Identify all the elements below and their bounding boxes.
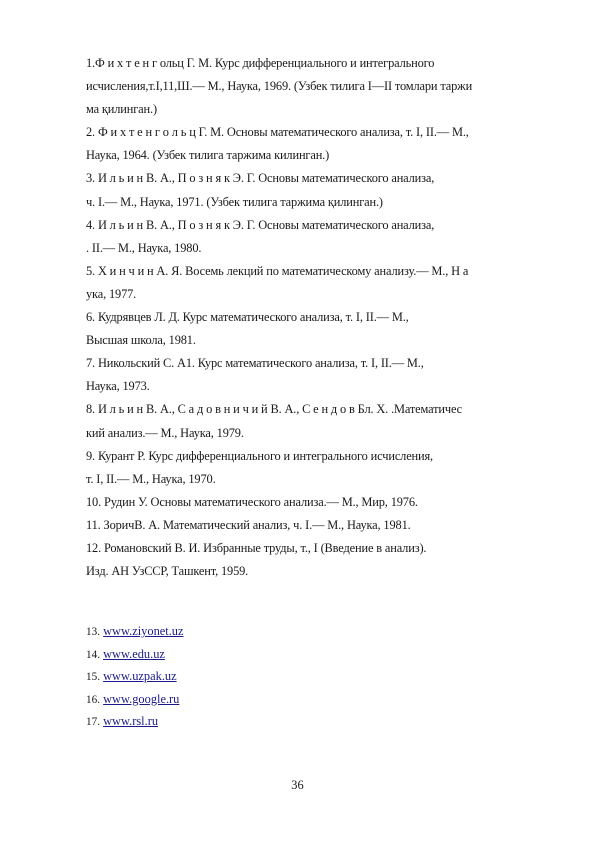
reference-line: 6. Кудрявцев Л. Д. Курс математического анализа, т. I, II.— М., xyxy=(86,310,409,325)
resource-link[interactable]: www.uzpak.uz xyxy=(103,669,177,683)
web-resource-item xyxy=(86,620,386,643)
reference-line: ч. I.— М., Наука, 1971. (Узбек тилига таржима қилинган.) xyxy=(86,194,383,209)
reference-line: исчисления,т.I,11,Ш.— М., Наука, 1969. (Узбек тилига I—II томлари таржи xyxy=(86,79,473,94)
reference-line: Наука, 1973. xyxy=(86,379,150,394)
reference-line: ма қилинган.) xyxy=(86,102,157,117)
resource-link[interactable]: www.ziyonet.uz xyxy=(103,624,184,638)
resource-number: 13. xyxy=(86,626,100,638)
reference-line: 5. Х и н ч и н А. Я. Восемь лекций по математическому анализу.— М., Н а xyxy=(86,263,469,278)
reference-line: 2. Ф и х т е н г о л ь ц Г. М. Основы математического анализа, т. I, II.— М., xyxy=(86,125,469,140)
reference-line: 4. И л ь и н В. А., П о з н я к Э. Г. Основы математического анализа, xyxy=(86,217,435,232)
resource-number: 16. xyxy=(86,693,100,706)
reference-line: . II.— М., Наука, 1980. xyxy=(86,240,202,255)
reference-line: 12. Романовский В. И. Избранные труды, т., I (Введение в анализ). xyxy=(86,540,427,555)
reference-line: Высшая школа, 1981. xyxy=(86,333,196,348)
web-resource-item xyxy=(86,643,386,666)
resource-link[interactable]: www.edu.uz xyxy=(103,646,165,661)
web-resource-item xyxy=(86,665,386,688)
reference-list xyxy=(86,52,556,583)
web-resources-list xyxy=(86,620,386,733)
page-number: 36 xyxy=(291,778,304,792)
resource-link[interactable]: www.google.ru xyxy=(103,691,180,706)
resource-link[interactable]: www.rsl.ru xyxy=(103,714,159,728)
reference-line: 3. И л ь и н В. А., П о з н я к Э. Г. Основы математического анализа, xyxy=(86,171,435,186)
web-resource-item xyxy=(86,688,386,711)
reference-line: ука, 1977. xyxy=(86,286,137,301)
reference-line: Наука, 1964. (Узбек тилига таржима килинган.) xyxy=(86,148,330,163)
resource-number: 14. xyxy=(86,648,100,661)
web-resource-item xyxy=(86,710,386,733)
reference-line: 11. ЗоричВ. А. Математический анализ, ч. I.— М., Наука, 1981. xyxy=(86,517,411,532)
reference-line: 1.Ф и х т е н г ольц Г. М. Курс дифференциального и интегрального xyxy=(86,56,435,70)
reference-line: т. I, II.— М., Наука, 1970. xyxy=(86,471,216,486)
resource-number: 15. xyxy=(86,671,100,683)
reference-line: 10. Рудин У. Основы математического анализа.— М., Мир, 1976. xyxy=(86,494,418,509)
reference-line: 8. И л ь и н В. А., С а д о в н и ч и й В. А., С е н д о в Бл. X. .Математичес xyxy=(86,402,463,417)
reference-line: 9. Курант Р. Курс дифференциального и интегрального исчисления, xyxy=(86,448,434,463)
resource-number: 17. xyxy=(86,716,100,728)
reference-line: 7. Никольский С. А1. Курс математического анализа, т. I, II.— М., xyxy=(86,356,424,371)
reference-line: Изд. АН УзССР, Ташкент, 1959. xyxy=(86,564,249,579)
reference-line: кий анализ.— М., Наука, 1979. xyxy=(86,425,244,440)
